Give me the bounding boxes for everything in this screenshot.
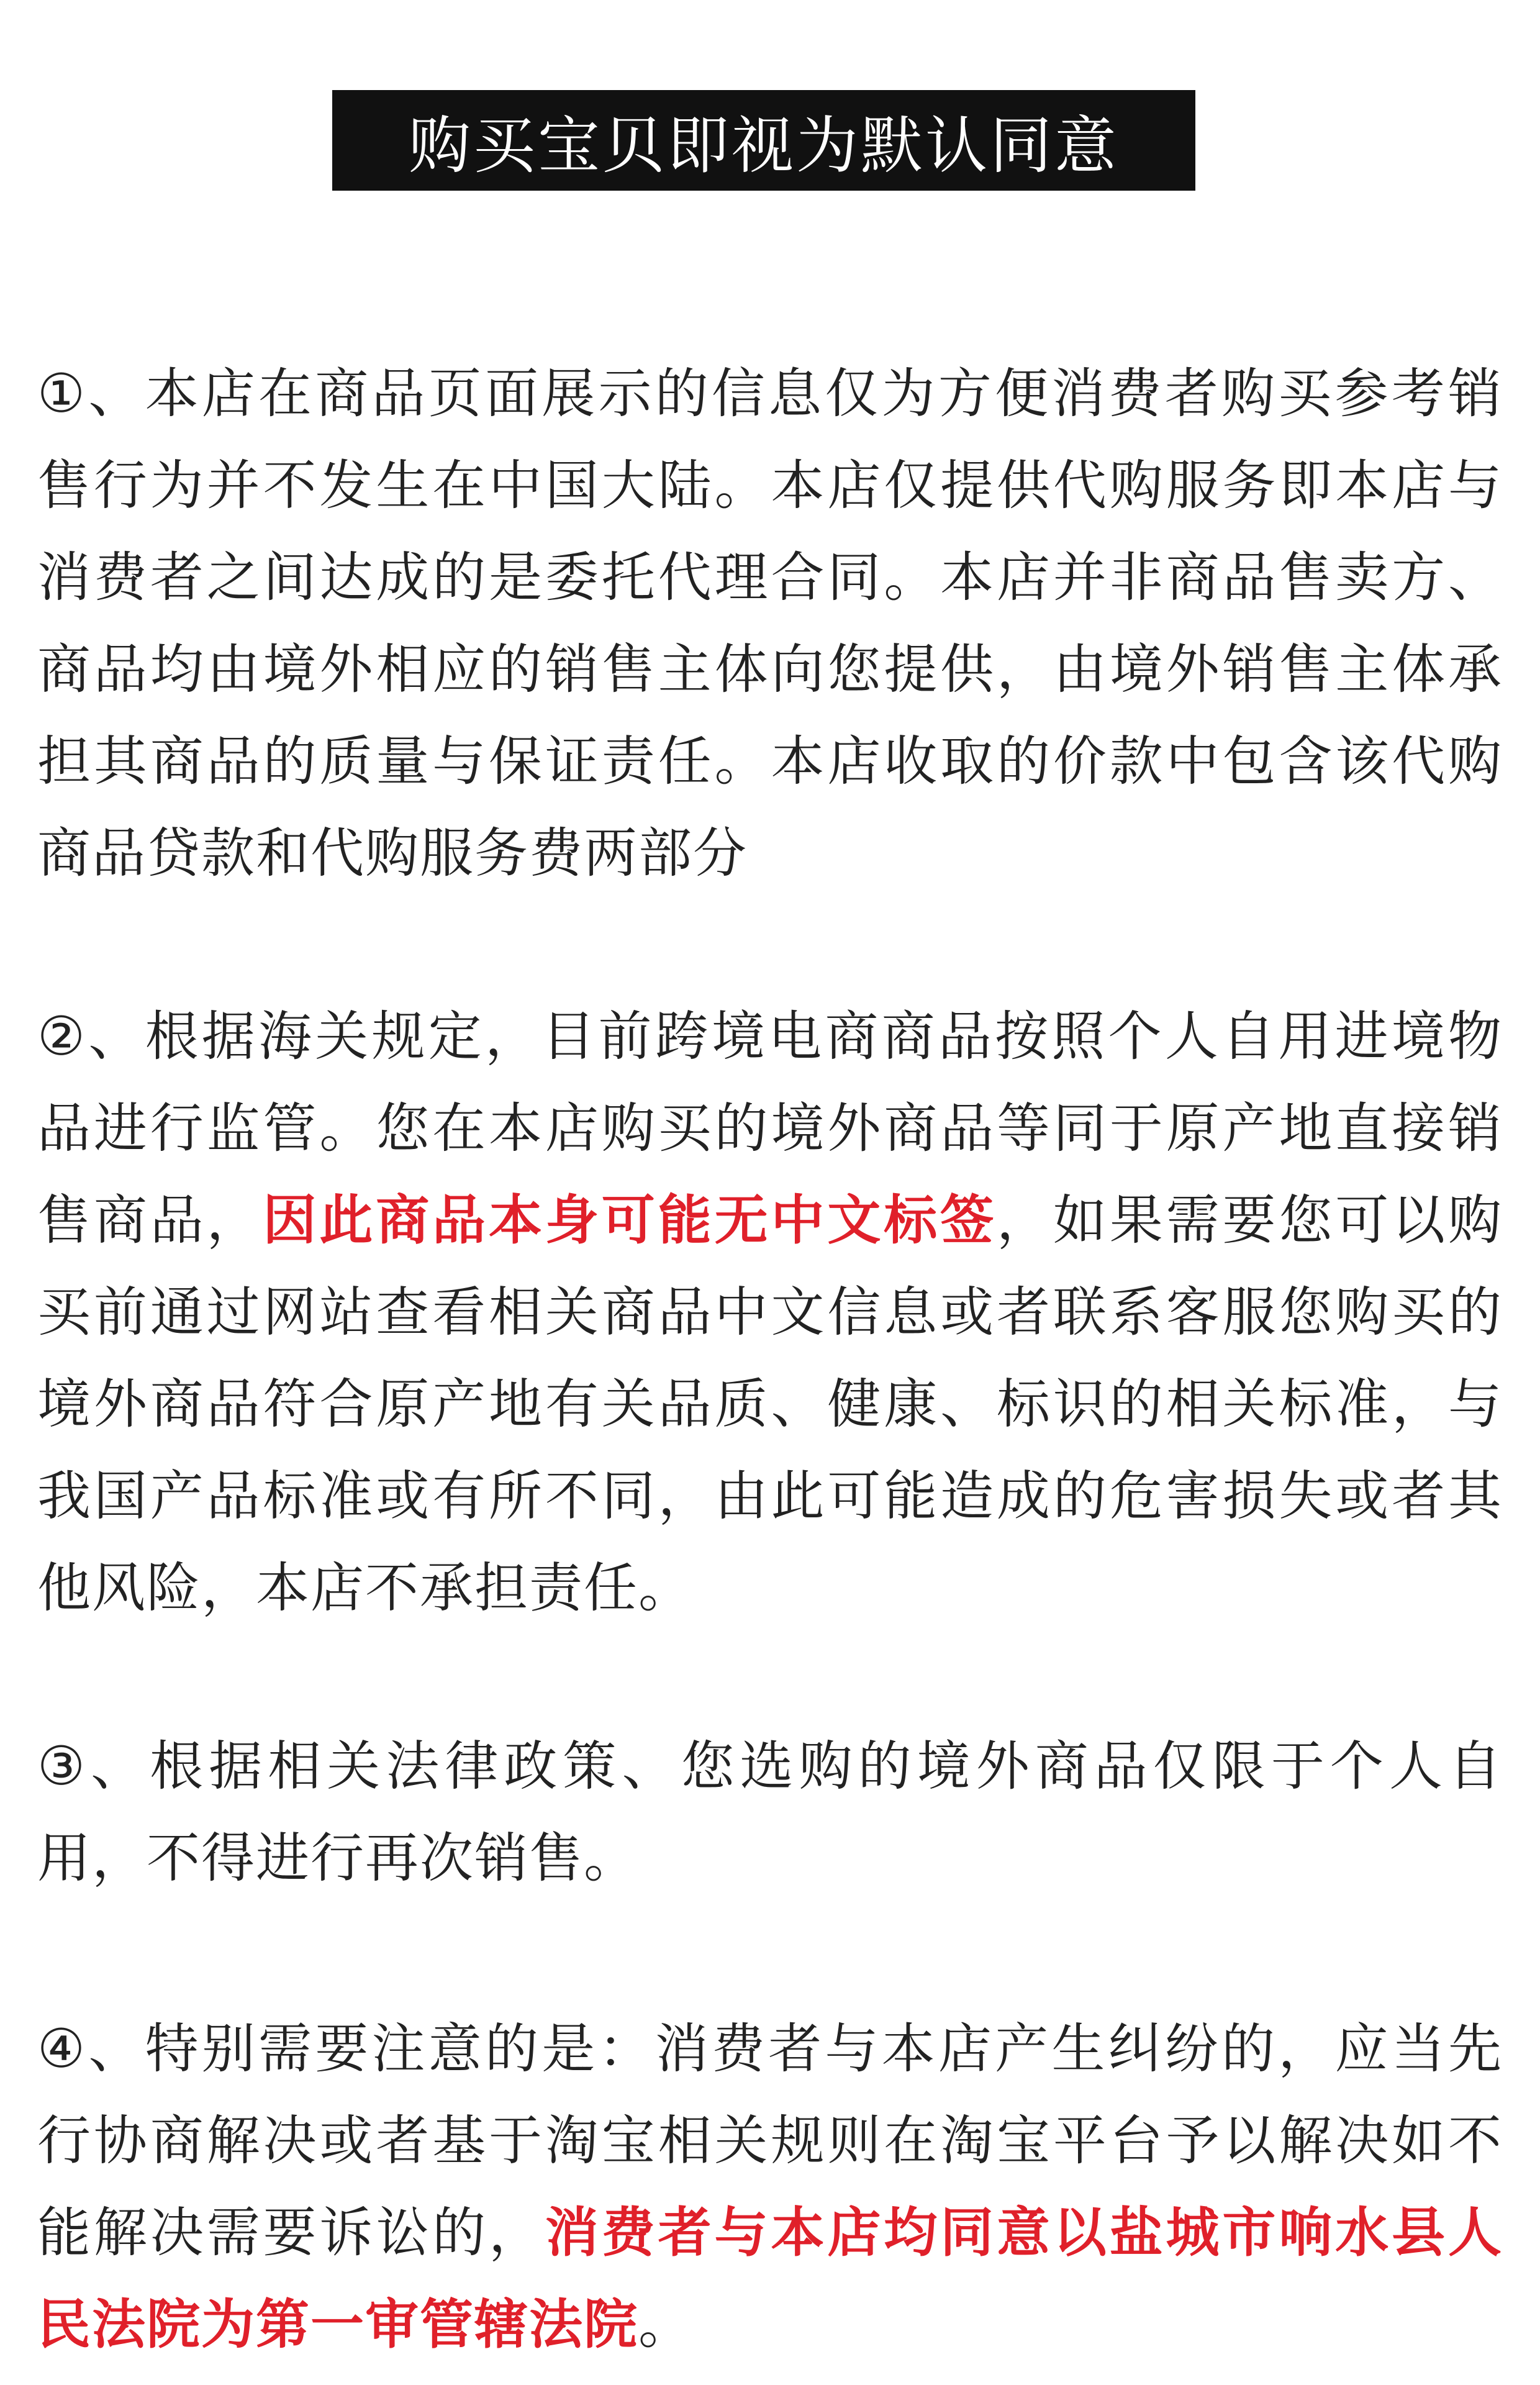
notice-paragraph-1 xyxy=(37,348,1503,899)
page-title: 购买宝贝即视为默认同意 xyxy=(409,109,1119,182)
paragraph-2-text-after: ，如果需要您可以购买前通过网站查看相关商品中文信息或者联系客服您购买的境外商品符合原产地有关品质、健康、标识的相关标准，与我国产品标准或有所不同，由此可能造成的危害损失或者其他风险，本店不承担责任。 xyxy=(37,1189,1503,1619)
paragraph-2-highlight: 因此商品本身可能无中文标签 xyxy=(263,1189,997,1252)
paragraph-4-highlight: 消费者与本店均同意以盐城市响水县人民法院为第一审管辖法院 xyxy=(37,2202,1503,2356)
notice-paragraph-3 xyxy=(37,1720,1503,1904)
paragraph-4-text-before: ④、特别需要注意的是：消费者与本店产生纠纷的，应当先行协商解决或者基于淘宝相关规则在淘宝平台予以解决如不能解决需要诉讼的， xyxy=(37,2018,1503,2264)
paragraph-3-text: ③、根据相关法律政策、您选购的境外商品仅限于个人自用，不得进行再次销售。 xyxy=(37,1735,1503,1889)
paragraph-1-text: ①、本店在商品页面展示的信息仅为方便消费者购买参考销售行为并不发生在中国大陆。本店仅提供代购服务即本店与消费者之间达成的是委托代理合同。本店并非商品售卖方、商品均由境外相应的销售主体向您提供，由境外销售主体承担其商品的质量与保证责任。本店收取的价款中包含该代购商品贷款和代购服务费两部分 xyxy=(37,363,1503,884)
paragraph-2-text-before: ②、根据海关规定，目前跨境电商商品按照个人自用进境物品进行监管。您在本店购买的境外商品等同于原产地直接销售商品， xyxy=(37,1006,1503,1252)
page-title-banner xyxy=(332,90,1195,191)
paragraph-4-text-after: 。 xyxy=(638,2294,693,2356)
notice-paragraph-2 xyxy=(37,991,1503,1634)
notice-paragraph-4 xyxy=(37,2003,1503,2371)
